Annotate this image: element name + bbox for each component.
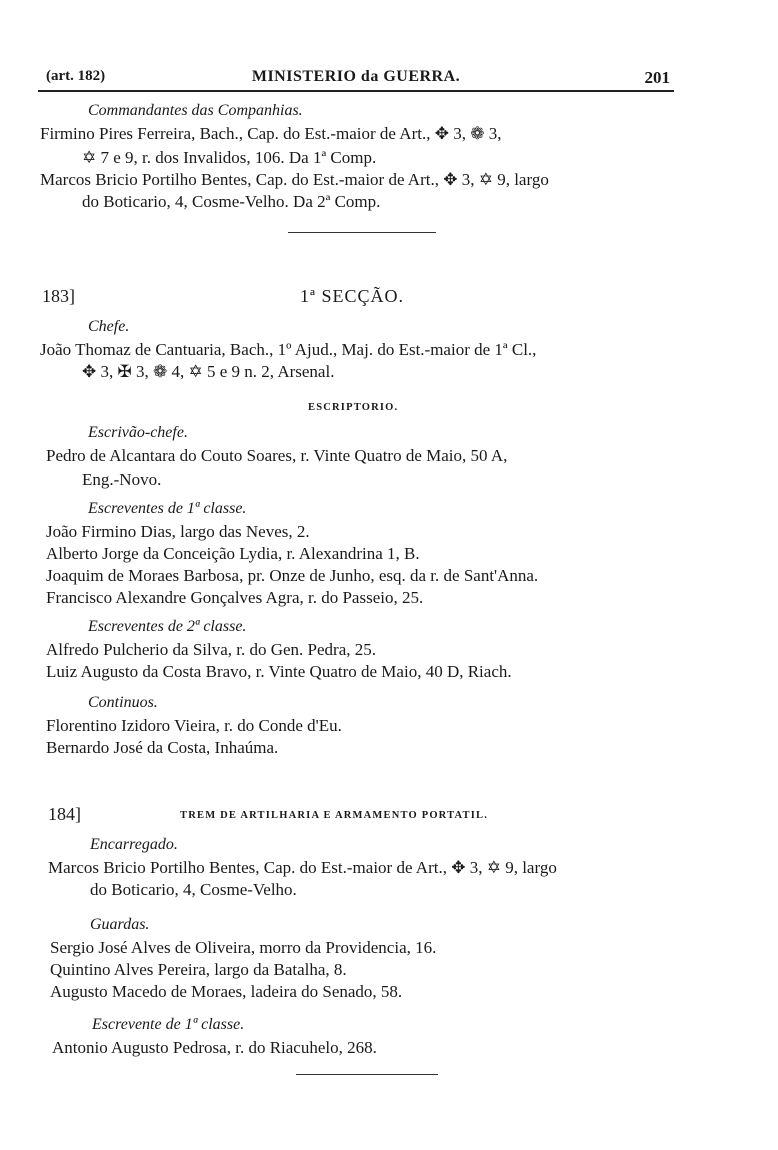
escrevente-entry: Joaquim de Moraes Barbosa, pr. Onze de Junho, esq. da r. de Sant'Anna.: [46, 566, 539, 585]
commandantes-heading: Commandantes das Companhias.: [88, 102, 303, 119]
commandante-line: do Boticario, 4, Cosme-Velho. Da 2ª Comp.: [82, 192, 381, 211]
escreventes-1-heading: Escreventes de 1ª classe.: [88, 500, 247, 517]
escrevente-entry: Alberto Jorge da Conceição Lydia, r. Alexandrina 1, B.: [46, 544, 420, 563]
guarda-entry: Quintino Alves Pereira, largo da Batalha, 8.: [50, 960, 347, 979]
encarregado-heading: Encarregado.: [90, 836, 178, 853]
escriptorio-heading: ESCRIPTORIO.: [308, 402, 399, 413]
guarda-entry: Augusto Macedo de Moraes, ladeira do Senado, 58.: [50, 982, 403, 1001]
chefe-line: ✥ 3, ✠ 3, ❁ 4, ✡ 5 e 9 n. 2, Arsenal.: [82, 362, 335, 381]
escrevente-entry: João Firmino Dias, largo das Neves, 2.: [46, 522, 310, 541]
escrivao-line: Pedro de Alcantara do Couto Soares, r. Vinte Quatro de Maio, 50 A,: [46, 446, 508, 465]
page-title: MINISTERIO da GUERRA.: [251, 68, 461, 85]
commandante-line: Marcos Bricio Portilho Bentes, Cap. do Est.-maior de Art., ✥ 3, ✡ 9, largo: [40, 170, 549, 189]
escrevente-184-heading: Escrevente de 1ª classe.: [92, 1016, 245, 1033]
divider-rule: [288, 232, 436, 233]
running-header: [38, 64, 674, 92]
chefe-heading: Chefe.: [88, 318, 130, 335]
chefe-line: João Thomaz de Cantuaria, Bach., 1º Ajud., Maj. do Est.-maior de 1ª Cl.,: [40, 340, 537, 359]
escrevente-entry: Alfredo Pulcherio da Silva, r. do Gen. Pedra, 25.: [46, 640, 377, 659]
encarregado-line: do Boticario, 4, Cosme-Velho.: [90, 880, 297, 899]
escrevente-entry: Luiz Augusto da Costa Bravo, r. Vinte Quatro de Maio, 40 D, Riach.: [46, 662, 512, 681]
encarregado-line: Marcos Bricio Portilho Bentes, Cap. do Est.-maior de Art., ✥ 3, ✡ 9, largo: [48, 858, 557, 877]
guardas-heading: Guardas.: [90, 916, 150, 933]
escrevente-entry: Francisco Alexandre Gonçalves Agra, r. do Passeio, 25.: [46, 588, 424, 607]
commandante-line: ✡ 7 e 9, r. dos Invalidos, 106. Da 1ª Comp.: [82, 148, 377, 167]
escrevente-entry: Antonio Augusto Pedrosa, r. do Riacuhelo, 268.: [52, 1038, 377, 1057]
escreventes-2-heading: Escreventes de 2ª classe.: [88, 618, 247, 635]
escrivao-heading: Escrivão-chefe.: [88, 424, 188, 441]
divider-rule: [296, 1074, 438, 1075]
page-number: 201: [644, 68, 670, 87]
section-title-184: TREM DE ARTILHARIA E ARMAMENTO PORTATIL.: [180, 810, 489, 821]
commandante-line: Firmino Pires Ferreira, Bach., Cap. do Est.-maior de Art., ✥ 3, ❁ 3,: [40, 124, 502, 143]
continuo-entry: Bernardo José da Costa, Inhaúma.: [46, 738, 279, 757]
article-reference: (art. 182): [46, 68, 106, 84]
section-number-183: 183]: [42, 286, 75, 306]
section-number-184: 184]: [48, 804, 81, 824]
continuos-heading: Continuos.: [88, 694, 158, 711]
guarda-entry: Sergio José Alves de Oliveira, morro da Providencia, 16.: [50, 938, 437, 957]
escrivao-line: Eng.-Novo.: [82, 470, 162, 489]
continuo-entry: Florentino Izidoro Vieira, r. do Conde d'Eu.: [46, 716, 342, 735]
section-title-183: 1ª SECÇÃO.: [300, 286, 404, 306]
